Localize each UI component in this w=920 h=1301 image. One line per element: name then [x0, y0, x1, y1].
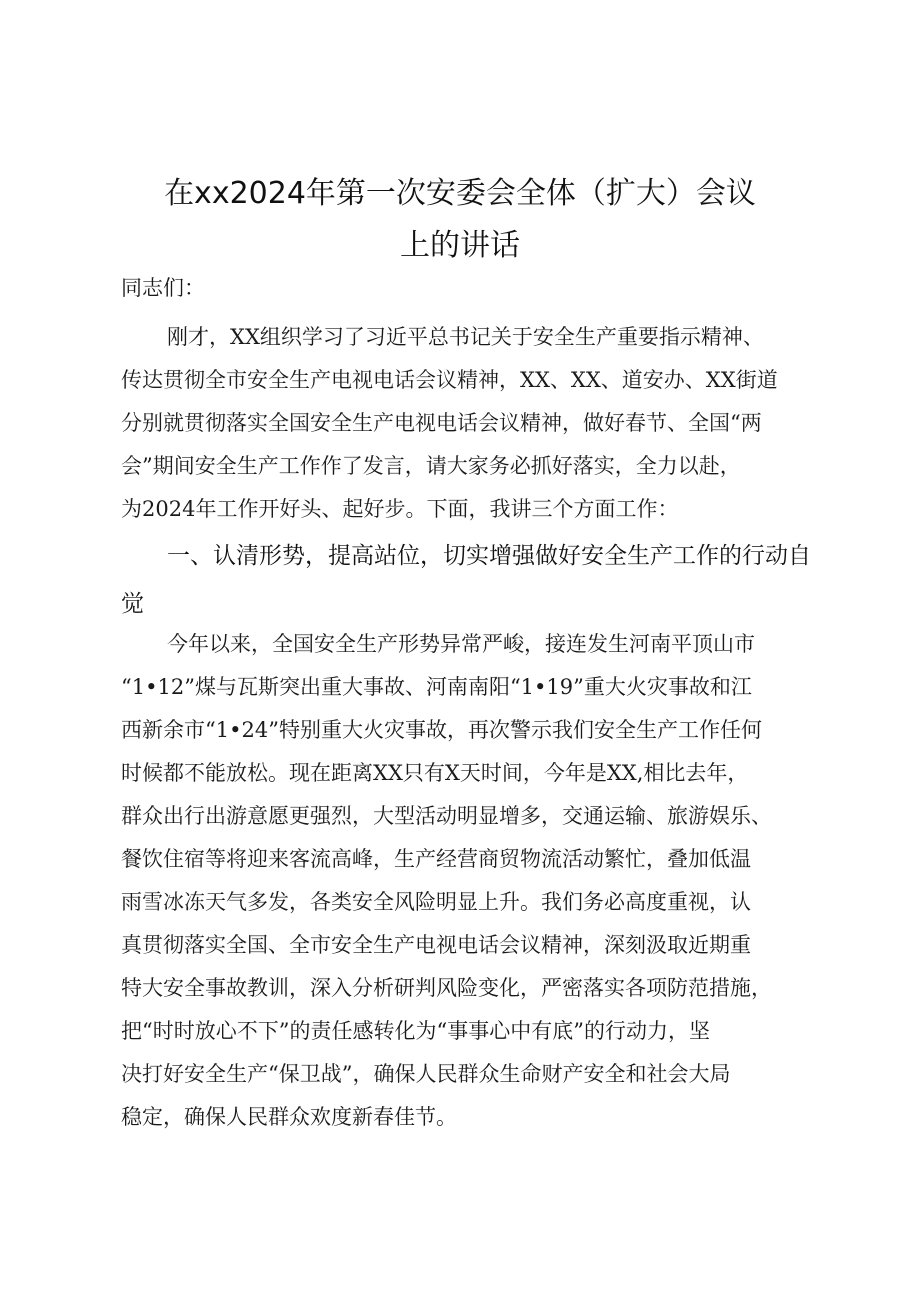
- paragraph-line: 决打好安全生产“保卫战”，确保人民群众生命财产安全和社会大局: [121, 1062, 731, 1086]
- paragraph-line: 分别就贯彻落实全国安全生产电视电话会议精神，做好春节、全国“两: [121, 411, 762, 435]
- paragraph-line: 雨雪冰冻天气多发，各类安全风险明显上升。我们务必高度重视，认: [121, 890, 751, 914]
- section-heading-1: [121, 532, 821, 628]
- paragraph-line: “1•12”煤与瓦斯突出重大事故、河南南阳“1•19”重大火灾事故和江: [121, 675, 752, 699]
- paragraph-line: 刚才，XX组织学习了习近平总书记关于安全生产重要指示精神、: [167, 325, 764, 349]
- paragraph-line: 真贯彻落实全国、全市安全生产电视电话会议精神，深刻汲取近期重: [121, 933, 751, 957]
- paragraph-line: 群众出行出游意愿更强烈，大型活动明显增多，交通运输、旅游娱乐、: [121, 804, 772, 828]
- paragraph-intro: [121, 316, 821, 531]
- paragraph-line: 餐饮住宿等将迎来客流高峰，生产经营商贸物流活动繁忙，叠加低温: [121, 847, 751, 871]
- paragraph-line: 特大安全事故教训，深入分析研判风险变化，严密落实各项防范措施，: [121, 976, 772, 1000]
- paragraph-line: 为2024年工作开好头、起好步。下面，我讲三个方面工作：: [121, 497, 679, 521]
- paragraph-line: 会”期间安全生产工作作了发言，请大家务必抓好落实，全力以赴，: [121, 454, 741, 478]
- paragraph-line: 稳定，确保人民群众欢度新春佳节。: [121, 1105, 457, 1129]
- heading-line: 一、认清形势，提高站位，切实增强做好安全生产工作的行动自: [167, 543, 811, 569]
- document-title-line-2: 上的讲话: [400, 228, 520, 263]
- paragraph-line: 时候都不能放松。现在距离XX只有X天时间，今年是XX,相比去年，: [121, 761, 749, 785]
- paragraph-line: 把“时时放心不下”的责任感转化为“事事心中有底”的行动力，坚: [121, 1019, 710, 1043]
- paragraph-situation: [121, 623, 821, 1139]
- document-title-line-1: 在xx2024年第一次安委会全体（扩大）会议: [164, 176, 756, 211]
- paragraph-line: 传达贯彻全市安全生产电视电话会议精神，XX、XX、道安办、XX街道: [121, 368, 778, 392]
- paragraph-line: 今年以来，全国安全生产形势异常严峻，接连发生河南平顶山市: [167, 632, 755, 656]
- salutation: 同志们：: [121, 276, 205, 300]
- paragraph-line: 西新余市“1•24”特别重大火灾事故，再次警示我们安全生产工作任何: [121, 718, 762, 742]
- heading-line: 觉: [121, 591, 144, 617]
